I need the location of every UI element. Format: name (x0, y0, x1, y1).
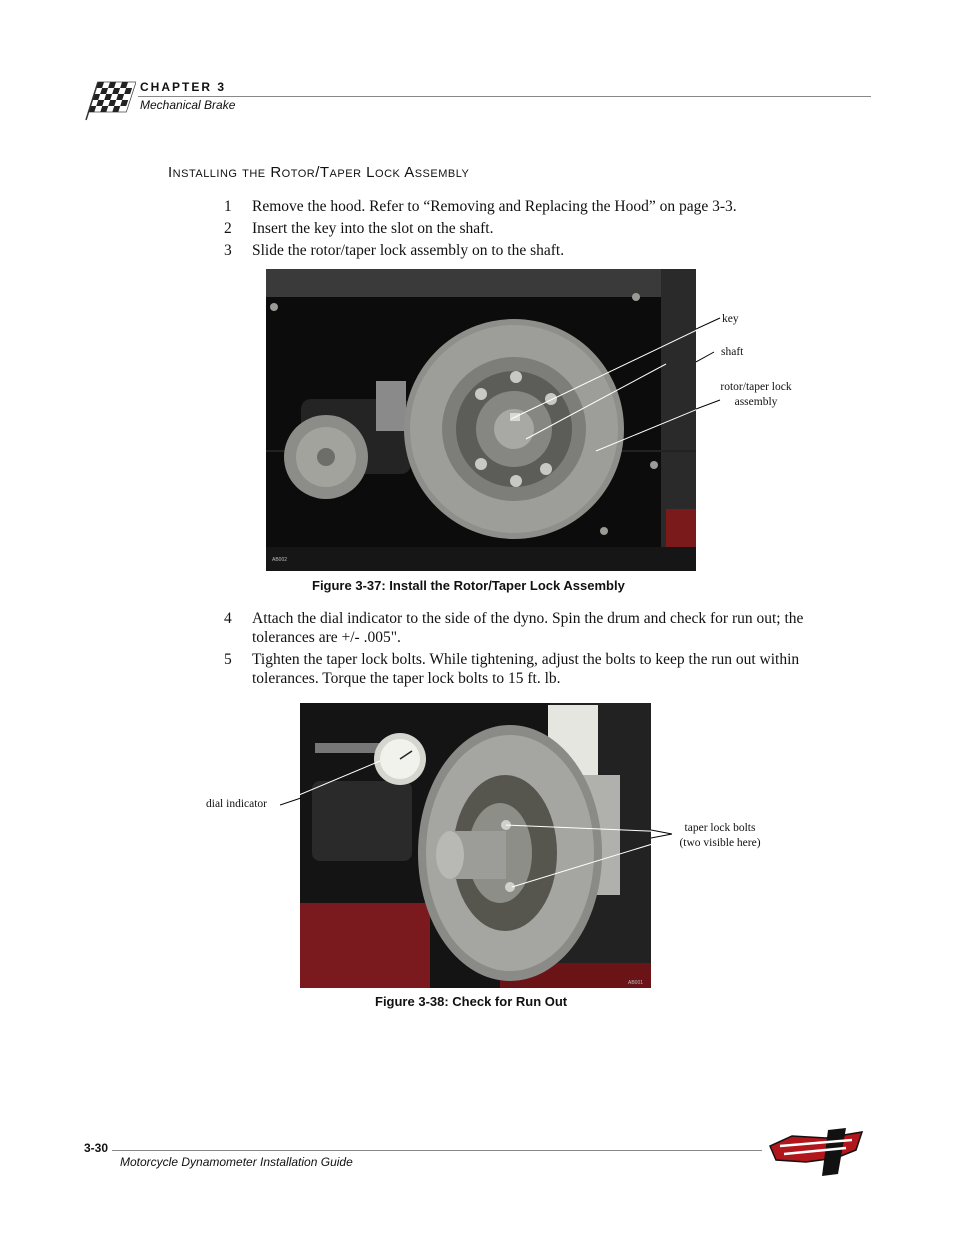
callout-rotor-taper-lock: rotor/taper lock assembly (720, 381, 792, 408)
callout-key: key (722, 313, 739, 325)
figure1-caption: Figure 3-37: Install the Rotor/Taper Lock Assembly (312, 578, 625, 593)
footer-rule (112, 1150, 762, 1151)
figure2-caption: Figure 3-38: Check for Run Out (375, 994, 568, 1009)
dynojet-logo (766, 1128, 866, 1178)
header-rule (138, 96, 871, 97)
chapter-subtitle: Mechanical Brake (140, 98, 236, 112)
section-title: Installing the Rotor/Taper Lock Assembly (168, 164, 470, 181)
callout-shaft: shaft (721, 346, 744, 358)
runout-check-photo (300, 703, 651, 988)
callout-dial-indicator: dial indicator (206, 798, 267, 810)
chapter-label: CHAPTER 3 (140, 80, 227, 94)
rotor-assembly-photo (266, 269, 696, 571)
figure2-tag: AB001 (628, 980, 644, 986)
callout-taper-lock-bolts: taper lock bolts (two visible here) (679, 822, 761, 849)
page-number: 3-30 (84, 1141, 109, 1155)
figure1-tag: AB002 (272, 557, 288, 563)
figure2-leader-lines (280, 795, 302, 809)
checkered-flag-icon (82, 76, 136, 122)
footer-title: Motorcycle Dynamometer Installation Guide (120, 1155, 353, 1169)
